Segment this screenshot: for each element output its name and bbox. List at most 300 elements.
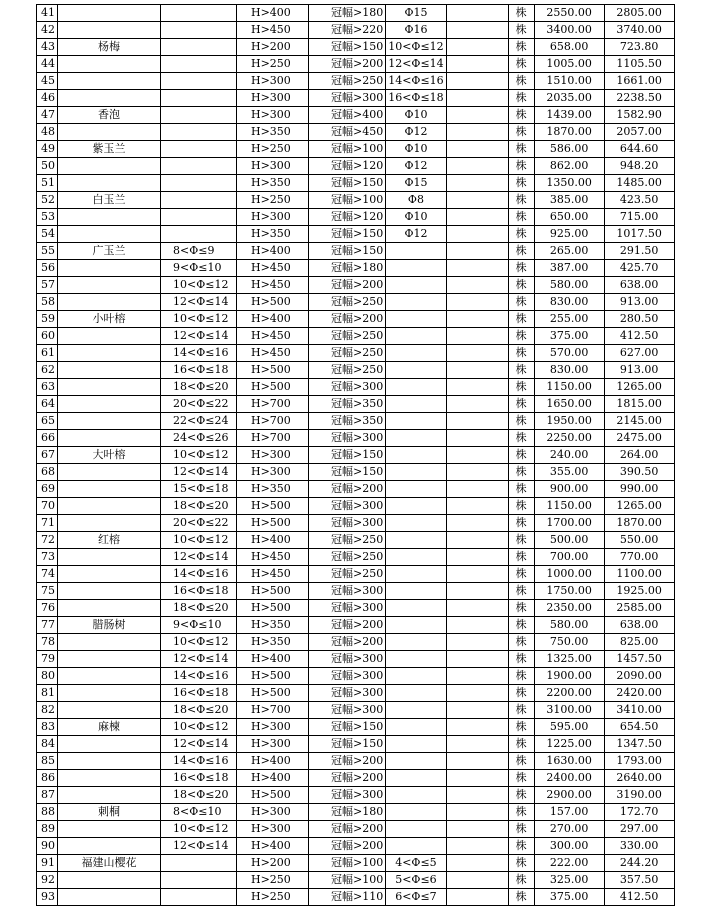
trunk-diameter-cell: 22<Φ≤24 bbox=[161, 413, 237, 430]
crown-width-cell: 冠幅>150 bbox=[309, 243, 386, 260]
trunk-diameter-cell: 16<Φ≤18 bbox=[161, 685, 237, 702]
price-cell: 2350.00 bbox=[534, 600, 604, 617]
height-cell: H>350 bbox=[237, 617, 309, 634]
crown-width-cell: 冠幅>150 bbox=[309, 464, 386, 481]
crown-width-cell: 冠幅>120 bbox=[309, 158, 386, 175]
table-row bbox=[37, 243, 675, 260]
blank-cell bbox=[446, 430, 508, 447]
ground-diameter-cell bbox=[386, 804, 446, 821]
blank-cell bbox=[446, 634, 508, 651]
height-cell: H>700 bbox=[237, 702, 309, 719]
height-cell: H>300 bbox=[237, 821, 309, 838]
tree-name-cell bbox=[58, 294, 161, 311]
table-row bbox=[37, 532, 675, 549]
price-cell: 2550.00 bbox=[534, 5, 604, 22]
table-row bbox=[37, 617, 675, 634]
table-row bbox=[37, 192, 675, 209]
blank-cell bbox=[446, 192, 508, 209]
trunk-diameter-cell: 16<Φ≤18 bbox=[161, 583, 237, 600]
height-cell: H>300 bbox=[237, 464, 309, 481]
tree-name-cell bbox=[58, 889, 161, 906]
ground-diameter-cell: 12<Φ≤14 bbox=[386, 56, 446, 73]
trunk-diameter-cell bbox=[161, 5, 237, 22]
price-with-tax-cell: 2145.00 bbox=[604, 413, 674, 430]
price-cell: 2900.00 bbox=[534, 787, 604, 804]
row-number-cell: 72 bbox=[37, 532, 58, 549]
unit-cell: 株 bbox=[508, 345, 534, 362]
unit-cell: 株 bbox=[508, 90, 534, 107]
blank-cell bbox=[446, 872, 508, 889]
tree-name-cell bbox=[58, 736, 161, 753]
crown-width-cell: 冠幅>250 bbox=[309, 566, 386, 583]
row-number-cell: 76 bbox=[37, 600, 58, 617]
unit-cell: 株 bbox=[508, 787, 534, 804]
blank-cell bbox=[446, 345, 508, 362]
blank-cell bbox=[446, 141, 508, 158]
table-row bbox=[37, 124, 675, 141]
unit-cell: 株 bbox=[508, 872, 534, 889]
ground-diameter-cell bbox=[386, 838, 446, 855]
price-with-tax-cell: 723.80 bbox=[604, 39, 674, 56]
tree-name-cell bbox=[58, 73, 161, 90]
tree-name-cell: 红榕 bbox=[58, 532, 161, 549]
price-cell: 2035.00 bbox=[534, 90, 604, 107]
tree-name-cell: 麻楝 bbox=[58, 719, 161, 736]
unit-cell: 株 bbox=[508, 124, 534, 141]
trunk-diameter-cell: 10<Φ≤12 bbox=[161, 311, 237, 328]
trunk-diameter-cell bbox=[161, 226, 237, 243]
price-cell: 586.00 bbox=[534, 141, 604, 158]
unit-cell: 株 bbox=[508, 651, 534, 668]
crown-width-cell: 冠幅>250 bbox=[309, 294, 386, 311]
price-cell: 1700.00 bbox=[534, 515, 604, 532]
blank-cell bbox=[446, 396, 508, 413]
trunk-diameter-cell: 10<Φ≤12 bbox=[161, 719, 237, 736]
row-number-cell: 82 bbox=[37, 702, 58, 719]
table-row bbox=[37, 498, 675, 515]
unit-cell: 株 bbox=[508, 175, 534, 192]
tree-name-cell bbox=[58, 379, 161, 396]
price-with-tax-cell: 2805.00 bbox=[604, 5, 674, 22]
crown-width-cell: 冠幅>200 bbox=[309, 617, 386, 634]
row-number-cell: 87 bbox=[37, 787, 58, 804]
height-cell: H>300 bbox=[237, 736, 309, 753]
row-number-cell: 43 bbox=[37, 39, 58, 56]
table-row bbox=[37, 107, 675, 124]
ground-diameter-cell: Φ15 bbox=[386, 5, 446, 22]
trunk-diameter-cell: 24<Φ≤26 bbox=[161, 430, 237, 447]
blank-cell bbox=[446, 413, 508, 430]
table-row bbox=[37, 753, 675, 770]
crown-width-cell: 冠幅>200 bbox=[309, 634, 386, 651]
unit-cell: 株 bbox=[508, 22, 534, 39]
crown-width-cell: 冠幅>200 bbox=[309, 311, 386, 328]
blank-cell bbox=[446, 447, 508, 464]
price-with-tax-cell: 330.00 bbox=[604, 838, 674, 855]
trunk-diameter-cell: 10<Φ≤12 bbox=[161, 634, 237, 651]
trunk-diameter-cell bbox=[161, 107, 237, 124]
table-row bbox=[37, 770, 675, 787]
row-number-cell: 55 bbox=[37, 243, 58, 260]
price-cell: 1325.00 bbox=[534, 651, 604, 668]
crown-width-cell: 冠幅>300 bbox=[309, 668, 386, 685]
row-number-cell: 91 bbox=[37, 855, 58, 872]
table-row bbox=[37, 515, 675, 532]
tree-name-cell: 小叶榕 bbox=[58, 311, 161, 328]
crown-width-cell: 冠幅>300 bbox=[309, 498, 386, 515]
ground-diameter-cell: 16<Φ≤18 bbox=[386, 90, 446, 107]
trunk-diameter-cell: 15<Φ≤18 bbox=[161, 481, 237, 498]
ground-diameter-cell bbox=[386, 413, 446, 430]
price-with-tax-cell: 280.50 bbox=[604, 311, 674, 328]
crown-width-cell: 冠幅>300 bbox=[309, 685, 386, 702]
blank-cell bbox=[446, 294, 508, 311]
crown-width-cell: 冠幅>100 bbox=[309, 192, 386, 209]
price-cell: 385.00 bbox=[534, 192, 604, 209]
price-with-tax-cell: 990.00 bbox=[604, 481, 674, 498]
table-row bbox=[37, 736, 675, 753]
table-row bbox=[37, 175, 675, 192]
row-number-cell: 53 bbox=[37, 209, 58, 226]
height-cell: H>450 bbox=[237, 277, 309, 294]
row-number-cell: 77 bbox=[37, 617, 58, 634]
price-cell: 1439.00 bbox=[534, 107, 604, 124]
height-cell: H>400 bbox=[237, 770, 309, 787]
tree-name-cell bbox=[58, 124, 161, 141]
ground-diameter-cell bbox=[386, 634, 446, 651]
price-with-tax-cell: 412.50 bbox=[604, 328, 674, 345]
unit-cell: 株 bbox=[508, 294, 534, 311]
price-cell: 580.00 bbox=[534, 277, 604, 294]
ground-diameter-cell: Φ10 bbox=[386, 141, 446, 158]
table-row bbox=[37, 430, 675, 447]
price-with-tax-cell: 390.50 bbox=[604, 464, 674, 481]
price-with-tax-cell: 913.00 bbox=[604, 362, 674, 379]
crown-width-cell: 冠幅>100 bbox=[309, 855, 386, 872]
table-row bbox=[37, 226, 675, 243]
blank-cell bbox=[446, 736, 508, 753]
crown-width-cell: 冠幅>200 bbox=[309, 277, 386, 294]
tree-name-cell bbox=[58, 90, 161, 107]
height-cell: H>400 bbox=[237, 243, 309, 260]
row-number-cell: 93 bbox=[37, 889, 58, 906]
unit-cell: 株 bbox=[508, 719, 534, 736]
row-number-cell: 47 bbox=[37, 107, 58, 124]
price-with-tax-cell: 1793.00 bbox=[604, 753, 674, 770]
crown-width-cell: 冠幅>150 bbox=[309, 447, 386, 464]
ground-diameter-cell: 6<Φ≤7 bbox=[386, 889, 446, 906]
row-number-cell: 70 bbox=[37, 498, 58, 515]
tree-name-cell bbox=[58, 226, 161, 243]
blank-cell bbox=[446, 73, 508, 90]
price-with-tax-cell: 1870.00 bbox=[604, 515, 674, 532]
table-body bbox=[37, 5, 675, 906]
blank-cell bbox=[446, 481, 508, 498]
unit-cell: 株 bbox=[508, 209, 534, 226]
trunk-diameter-cell: 10<Φ≤12 bbox=[161, 532, 237, 549]
unit-cell: 株 bbox=[508, 600, 534, 617]
trunk-diameter-cell: 9<Φ≤10 bbox=[161, 260, 237, 277]
unit-cell: 株 bbox=[508, 617, 534, 634]
row-number-cell: 42 bbox=[37, 22, 58, 39]
unit-cell: 株 bbox=[508, 141, 534, 158]
table-row bbox=[37, 872, 675, 889]
height-cell: H>700 bbox=[237, 430, 309, 447]
unit-cell: 株 bbox=[508, 515, 534, 532]
blank-cell bbox=[446, 515, 508, 532]
tree-name-cell: 紫玉兰 bbox=[58, 141, 161, 158]
tree-name-cell bbox=[58, 702, 161, 719]
price-cell: 650.00 bbox=[534, 209, 604, 226]
blank-cell bbox=[446, 617, 508, 634]
trunk-diameter-cell: 12<Φ≤14 bbox=[161, 328, 237, 345]
price-cell: 355.00 bbox=[534, 464, 604, 481]
crown-width-cell: 冠幅>300 bbox=[309, 600, 386, 617]
height-cell: H>300 bbox=[237, 73, 309, 90]
crown-width-cell: 冠幅>400 bbox=[309, 107, 386, 124]
height-cell: H>250 bbox=[237, 141, 309, 158]
price-cell: 3100.00 bbox=[534, 702, 604, 719]
tree-name-cell bbox=[58, 838, 161, 855]
table-row bbox=[37, 311, 675, 328]
height-cell: H>500 bbox=[237, 583, 309, 600]
height-cell: H>300 bbox=[237, 90, 309, 107]
price-with-tax-cell: 627.00 bbox=[604, 345, 674, 362]
height-cell: H>300 bbox=[237, 209, 309, 226]
row-number-cell: 68 bbox=[37, 464, 58, 481]
trunk-diameter-cell: 12<Φ≤14 bbox=[161, 838, 237, 855]
unit-cell: 株 bbox=[508, 838, 534, 855]
row-number-cell: 73 bbox=[37, 549, 58, 566]
price-cell: 1900.00 bbox=[534, 668, 604, 685]
height-cell: H>350 bbox=[237, 481, 309, 498]
trunk-diameter-cell: 14<Φ≤16 bbox=[161, 753, 237, 770]
row-number-cell: 78 bbox=[37, 634, 58, 651]
price-cell: 925.00 bbox=[534, 226, 604, 243]
ground-diameter-cell bbox=[386, 430, 446, 447]
height-cell: H>250 bbox=[237, 192, 309, 209]
trunk-diameter-cell: 18<Φ≤20 bbox=[161, 379, 237, 396]
ground-diameter-cell bbox=[386, 498, 446, 515]
row-number-cell: 62 bbox=[37, 362, 58, 379]
row-number-cell: 80 bbox=[37, 668, 58, 685]
blank-cell bbox=[446, 39, 508, 56]
unit-cell: 株 bbox=[508, 192, 534, 209]
price-with-tax-cell: 1347.50 bbox=[604, 736, 674, 753]
trunk-diameter-cell: 8<Φ≤9 bbox=[161, 243, 237, 260]
price-with-tax-cell: 2475.00 bbox=[604, 430, 674, 447]
crown-width-cell: 冠幅>200 bbox=[309, 753, 386, 770]
unit-cell: 株 bbox=[508, 277, 534, 294]
tree-name-cell: 杨梅 bbox=[58, 39, 161, 56]
row-number-cell: 60 bbox=[37, 328, 58, 345]
price-with-tax-cell: 825.00 bbox=[604, 634, 674, 651]
table-row bbox=[37, 447, 675, 464]
trunk-diameter-cell: 20<Φ≤22 bbox=[161, 396, 237, 413]
row-number-cell: 41 bbox=[37, 5, 58, 22]
ground-diameter-cell: 14<Φ≤16 bbox=[386, 73, 446, 90]
price-with-tax-cell: 913.00 bbox=[604, 294, 674, 311]
unit-cell: 株 bbox=[508, 498, 534, 515]
unit-cell: 株 bbox=[508, 821, 534, 838]
price-with-tax-cell: 770.00 bbox=[604, 549, 674, 566]
trunk-diameter-cell: 20<Φ≤22 bbox=[161, 515, 237, 532]
blank-cell bbox=[446, 226, 508, 243]
price-cell: 1510.00 bbox=[534, 73, 604, 90]
crown-width-cell: 冠幅>450 bbox=[309, 124, 386, 141]
row-number-cell: 46 bbox=[37, 90, 58, 107]
height-cell: H>400 bbox=[237, 651, 309, 668]
ground-diameter-cell bbox=[386, 600, 446, 617]
price-with-tax-cell: 948.20 bbox=[604, 158, 674, 175]
unit-cell: 株 bbox=[508, 379, 534, 396]
height-cell: H>450 bbox=[237, 345, 309, 362]
unit-cell: 株 bbox=[508, 447, 534, 464]
row-number-cell: 50 bbox=[37, 158, 58, 175]
trunk-diameter-cell: 14<Φ≤16 bbox=[161, 566, 237, 583]
tree-name-cell bbox=[58, 872, 161, 889]
trunk-diameter-cell: 12<Φ≤14 bbox=[161, 651, 237, 668]
trunk-diameter-cell: 10<Φ≤12 bbox=[161, 277, 237, 294]
blank-cell bbox=[446, 651, 508, 668]
table-row bbox=[37, 651, 675, 668]
trunk-diameter-cell bbox=[161, 889, 237, 906]
price-with-tax-cell: 2640.00 bbox=[604, 770, 674, 787]
table-row bbox=[37, 90, 675, 107]
price-cell: 830.00 bbox=[534, 294, 604, 311]
price-cell: 2250.00 bbox=[534, 430, 604, 447]
price-cell: 658.00 bbox=[534, 39, 604, 56]
price-cell: 387.00 bbox=[534, 260, 604, 277]
trunk-diameter-cell: 16<Φ≤18 bbox=[161, 770, 237, 787]
price-with-tax-cell: 1265.00 bbox=[604, 498, 674, 515]
crown-width-cell: 冠幅>200 bbox=[309, 770, 386, 787]
price-cell: 1950.00 bbox=[534, 413, 604, 430]
tree-name-cell bbox=[58, 345, 161, 362]
row-number-cell: 66 bbox=[37, 430, 58, 447]
price-cell: 862.00 bbox=[534, 158, 604, 175]
price-with-tax-cell: 3410.00 bbox=[604, 702, 674, 719]
blank-cell bbox=[446, 124, 508, 141]
row-number-cell: 85 bbox=[37, 753, 58, 770]
unit-cell: 株 bbox=[508, 566, 534, 583]
blank-cell bbox=[446, 804, 508, 821]
row-number-cell: 59 bbox=[37, 311, 58, 328]
table-row bbox=[37, 39, 675, 56]
blank-cell bbox=[446, 56, 508, 73]
tree-name-cell bbox=[58, 787, 161, 804]
row-number-cell: 79 bbox=[37, 651, 58, 668]
table-row bbox=[37, 838, 675, 855]
unit-cell: 株 bbox=[508, 736, 534, 753]
row-number-cell: 83 bbox=[37, 719, 58, 736]
price-cell: 1630.00 bbox=[534, 753, 604, 770]
price-cell: 1350.00 bbox=[534, 175, 604, 192]
tree-name-cell bbox=[58, 260, 161, 277]
price-cell: 830.00 bbox=[534, 362, 604, 379]
crown-width-cell: 冠幅>300 bbox=[309, 702, 386, 719]
row-number-cell: 74 bbox=[37, 566, 58, 583]
height-cell: H>700 bbox=[237, 413, 309, 430]
crown-width-cell: 冠幅>300 bbox=[309, 90, 386, 107]
blank-cell bbox=[446, 277, 508, 294]
price-with-tax-cell: 172.70 bbox=[604, 804, 674, 821]
table-row bbox=[37, 379, 675, 396]
ground-diameter-cell bbox=[386, 770, 446, 787]
tree-name-cell bbox=[58, 277, 161, 294]
crown-width-cell: 冠幅>150 bbox=[309, 226, 386, 243]
blank-cell bbox=[446, 685, 508, 702]
trunk-diameter-cell: 16<Φ≤18 bbox=[161, 362, 237, 379]
blank-cell bbox=[446, 260, 508, 277]
table-row bbox=[37, 5, 675, 22]
price-with-tax-cell: 291.50 bbox=[604, 243, 674, 260]
table-row bbox=[37, 804, 675, 821]
table-row bbox=[37, 260, 675, 277]
ground-diameter-cell bbox=[386, 821, 446, 838]
unit-cell: 株 bbox=[508, 770, 534, 787]
price-cell: 1870.00 bbox=[534, 124, 604, 141]
unit-cell: 株 bbox=[508, 855, 534, 872]
price-cell: 375.00 bbox=[534, 889, 604, 906]
price-cell: 1005.00 bbox=[534, 56, 604, 73]
unit-cell: 株 bbox=[508, 668, 534, 685]
table-row bbox=[37, 362, 675, 379]
unit-cell: 株 bbox=[508, 39, 534, 56]
blank-cell bbox=[446, 158, 508, 175]
unit-cell: 株 bbox=[508, 532, 534, 549]
ground-diameter-cell bbox=[386, 549, 446, 566]
table-row bbox=[37, 549, 675, 566]
price-with-tax-cell: 2420.00 bbox=[604, 685, 674, 702]
price-with-tax-cell: 644.60 bbox=[604, 141, 674, 158]
tree-name-cell bbox=[58, 56, 161, 73]
height-cell: H>350 bbox=[237, 634, 309, 651]
row-number-cell: 81 bbox=[37, 685, 58, 702]
height-cell: H>400 bbox=[237, 838, 309, 855]
row-number-cell: 63 bbox=[37, 379, 58, 396]
tree-name-cell bbox=[58, 753, 161, 770]
unit-cell: 株 bbox=[508, 702, 534, 719]
ground-diameter-cell: 4<Φ≤5 bbox=[386, 855, 446, 872]
ground-diameter-cell bbox=[386, 651, 446, 668]
tree-name-cell bbox=[58, 821, 161, 838]
unit-cell: 株 bbox=[508, 481, 534, 498]
height-cell: H>250 bbox=[237, 889, 309, 906]
row-number-cell: 54 bbox=[37, 226, 58, 243]
blank-cell bbox=[446, 107, 508, 124]
row-number-cell: 69 bbox=[37, 481, 58, 498]
row-number-cell: 86 bbox=[37, 770, 58, 787]
table-row bbox=[37, 566, 675, 583]
trunk-diameter-cell: 18<Φ≤20 bbox=[161, 498, 237, 515]
tree-name-cell bbox=[58, 651, 161, 668]
trunk-diameter-cell bbox=[161, 192, 237, 209]
price-with-tax-cell: 244.20 bbox=[604, 855, 674, 872]
price-with-tax-cell: 654.50 bbox=[604, 719, 674, 736]
height-cell: H>450 bbox=[237, 328, 309, 345]
price-cell: 222.00 bbox=[534, 855, 604, 872]
height-cell: H>500 bbox=[237, 668, 309, 685]
price-cell: 1225.00 bbox=[534, 736, 604, 753]
price-cell: 580.00 bbox=[534, 617, 604, 634]
row-number-cell: 45 bbox=[37, 73, 58, 90]
height-cell: H>700 bbox=[237, 396, 309, 413]
price-cell: 3400.00 bbox=[534, 22, 604, 39]
row-number-cell: 90 bbox=[37, 838, 58, 855]
trunk-diameter-cell bbox=[161, 124, 237, 141]
unit-cell: 株 bbox=[508, 73, 534, 90]
